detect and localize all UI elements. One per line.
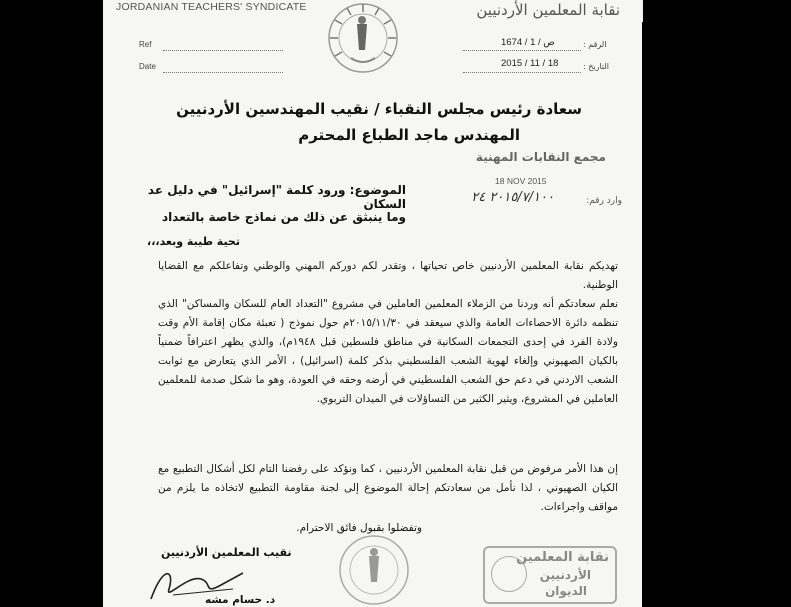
syndicate-seal-icon <box>335 524 413 607</box>
date-line <box>163 72 283 73</box>
edge-marker-line <box>641 0 643 22</box>
subject-line-2: وما ينبثق عن ذلك من نماذج خاصة بالتعداد <box>161 210 406 224</box>
date-label: Date <box>139 62 156 71</box>
signatory-name: د. حسام مشه <box>205 594 276 606</box>
letter-page <box>103 0 642 607</box>
diwan-stamp <box>483 546 617 604</box>
closing-line: وتفضلوا بقبول فائق الاحترام. <box>296 522 422 534</box>
paragraph-3: إن هذا الأمر مرفوض من قبل نقابة المعلمين الأردنيين ، كما ونؤكد على رفضنا التام لكل أشكال التطبيع مع الكيان الصهيوني ، لذا نأمل من سعادتكم إحالة الموضوع إلى لجنة مقاومة التطبيع لاتخاذه ما يلزم من مواقف واجراءات. <box>158 463 618 513</box>
date-label-ar: التاريخ : <box>583 62 610 71</box>
stamp-line-1: نقابة المعلمين <box>516 550 609 565</box>
received-org: مجمع النقابات المهنية <box>475 150 606 164</box>
paragraph-1: تهديكم نقابة المعلمين الأردنيين خاص تحياتها ، وتقدر لكم دوركم المهني والوطني وتفاعلكم مع القضايا الوطنية. <box>158 260 618 291</box>
date-value: 2015 / 11 / 18 <box>501 58 559 69</box>
syndicate-logo-icon <box>321 0 405 80</box>
ref-line <box>163 50 283 51</box>
signatory-title: نقيب المعلمين الأردنيين <box>161 546 292 559</box>
ref-label: Ref <box>139 40 152 49</box>
received-date: 18 NOV 2015 <box>495 176 547 186</box>
org-name-english: JORDANIAN TEACHERS' SYNDICATE <box>116 1 307 13</box>
addressee-name: المهندس ماجد الطباع المحترم <box>298 126 520 144</box>
received-label: وارد رقم: <box>586 196 622 206</box>
paragraph-2: نعلم سعادتكم أنه وردنا من الزملاء المعلمين العاملين في مشروع "التعداد العام للسكان والمساكن" الذي تنظمه دائرة الاحصاءات العامة والذي سيعقد في ٢٠١٥/١١/٣٠م حول نموذج ( تعبئة مكان إقامة الأم وقت ولادة الفرد في إحدى التجمعات السكانية في مناطق فلسطين قبل ١٩٤٨م)، والذي يظهر اعترافاً ضمنياً بالكيان الصهيوني وإلغاء لهوية الشعب الفلسطيني بذكر كلمة (اسرائيل) ، الأمر الذي يتعارض مع ثوابت الشعب الاردني في دعم حق الشعب الفلسطيني في أرضه وحقه في العودة، وهو ما شكل صدمة للمعلمين العاملين في المشروع، ويثير الكثير من التساؤلات في الميدان التربوي. <box>158 298 618 405</box>
org-name-arabic: نقابة المعلمين الأردنيين <box>476 1 620 19</box>
stamp-logo-icon <box>491 556 527 592</box>
date-line-ar <box>463 72 581 73</box>
stamp-line-3: الديوان <box>545 584 587 598</box>
stamp-line-2: الأردنيين <box>539 568 591 582</box>
subject-line-1: الموضوع: ورود كلمة "إسرائيل" في دليل عد السكان <box>147 183 406 211</box>
greeting: تحية طيبة وبعد،،، <box>147 235 240 248</box>
addressee-line: سعادة رئيس مجلس النقباء / نقيب المهندسين الأردنيين <box>176 100 582 118</box>
number-line <box>463 50 581 51</box>
number-label-ar: الرقم : <box>583 40 607 49</box>
received-number: ٢٠١٥/٧/١٠٠ ٢٤ <box>471 190 554 205</box>
number-value: ص / 1 / 1674 <box>501 37 555 48</box>
